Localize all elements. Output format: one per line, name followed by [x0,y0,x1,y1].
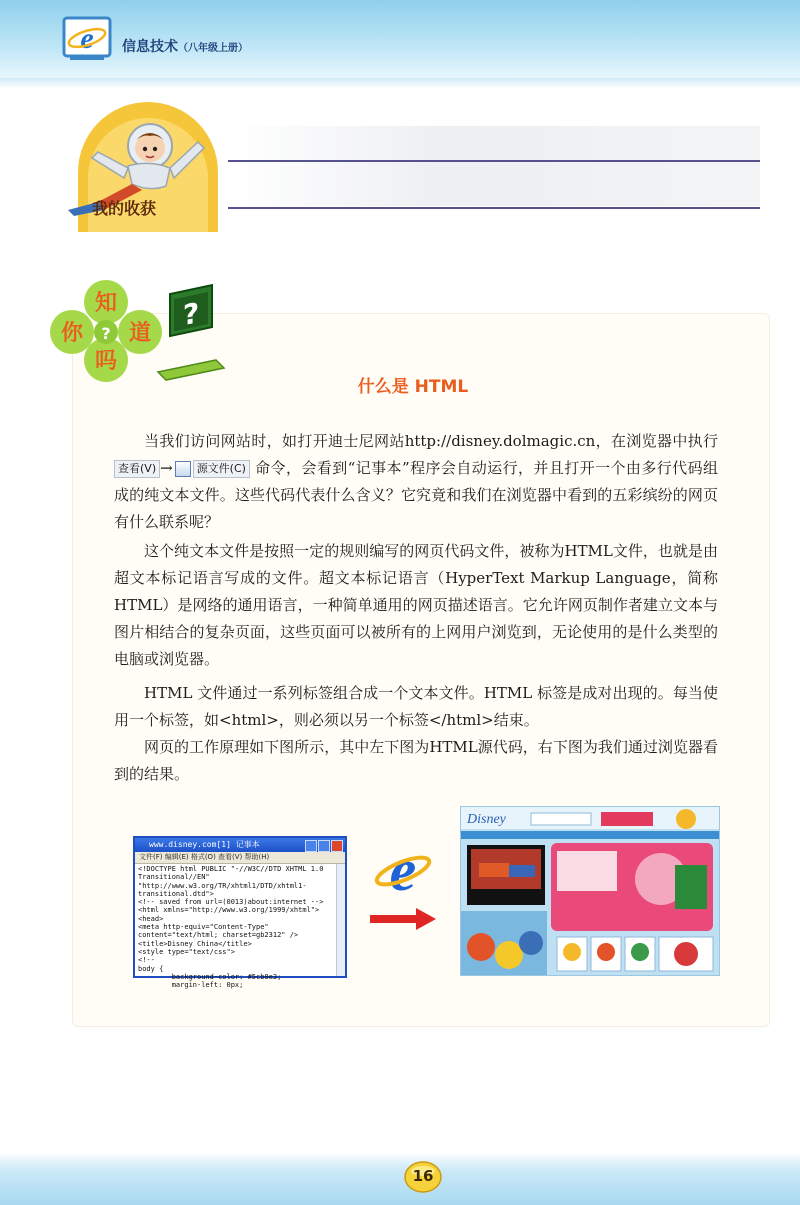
badge-char-ni: 你 [60,320,84,346]
badge-char-ma: 吗 [94,348,118,374]
paragraph-3-text: HTML 文件通过一系列标签组合成一个文本文件。HTML 标签是成对出现的。每当使用一个标签，如<html>，则必须以另一个标签</html>结束。 [114,684,718,729]
note-line [228,160,760,162]
section-title: 什么是 HTML [357,377,469,397]
paragraph-3 [114,680,718,734]
did-you-know-badge [48,276,228,386]
page-number: 16 [412,1167,434,1185]
close-icon [331,840,343,852]
maximize-icon [318,840,330,852]
svg-text:?: ? [182,296,200,333]
note-line [228,207,760,209]
menu-arrow: → [160,459,173,477]
notepad-title-text: www.disney.com[1] 记事本 [149,840,260,849]
svg-text:e: e [80,22,94,55]
svg-text:?: ? [101,324,111,343]
paragraph-2 [114,538,718,673]
scrollbar [336,864,345,976]
paragraph-1 [114,428,718,536]
badge-char-zhi: 知 [94,290,118,316]
book-subtitle: （八年级上册） [178,43,248,54]
ie-logo-icon [60,14,114,62]
source-file-icon [175,461,191,477]
internet-explorer-icon [372,837,434,903]
page-footer [0,1152,800,1205]
badge-char-dao: 道 [128,320,152,346]
menu-view-chip: 查看(V) [114,460,160,478]
page-header [0,0,800,78]
faint-background-band [230,126,760,206]
paragraph-2-text: 这个纯文本文件是按照一定的规则编写的网页代码文件，被称为HTML文件，也就是由超文本标记语言写成的文件。超文本标记语言（HyperText Markup Language，简称HTML）是网络的通用语言，一种简单通用的网页描述语言。它允许网页制作者建立文本与图片相结合的复杂页面，这些页面可以被所有的上网用户浏览到，无论使用的是什么类型的电脑或浏览器。 [114,542,718,668]
harvest-label: 我的收获 [92,199,157,218]
svg-text:Disney: Disney [467,812,506,827]
disney-webpage-screenshot [460,806,720,976]
header-divider [0,78,800,88]
svg-text:e: e [389,837,417,903]
window-controls [305,840,343,852]
book-title [122,36,248,56]
paragraph-1-part-a: 当我们访问网站时，如打开迪士尼网站http://disney.dolmagic.cn，在浏览器中执行 [144,432,718,450]
notepad-menu-bar: 文件(F) 编辑(E) 格式(O) 查看(V) 帮助(H) [135,852,345,864]
minimize-icon [305,840,317,852]
menu-source-chip: 源文件(C) [193,460,250,478]
paragraph-4-text: 网页的工作原理如下图所示，其中左下图为HTML源代码，右下图为我们通过浏览器看到的结果。 [114,738,718,783]
right-arrow-icon [368,906,438,932]
html-source-code: <!DOCTYPE html PUBLIC "-//W3C//DTD XHTML 1.0 Transitional//EN" "http://www.w3.org/TR/xhtml1/DTD/xhtml1- transitional.dtd"> <!-- saved from url=(0013)about:internet --> <html xmlns="http://www.w3.org/1999/xhtml"> <head> <meta http-equiv="Content-Type" content="text/html; charset=gb2312" /> <title>Disney China</title> <style type="text/css"> <!-- body { background-color: #5cb8e3; margin-left: 0px; [138,865,324,990]
book-title-text: 信息技术 [122,39,178,55]
paragraph-4 [114,734,718,788]
notepad-title-bar [135,838,345,852]
paragraph-1-part-b: 命令，会看到“记事本”程序会自动运行，并且打开一个由多行代码组成的纯文本文件。这些代码代表什么含义？它究竟和我们在浏览器中看到的五彩缤纷的网页有什么联系呢？ [114,459,718,531]
notepad-source-window [133,836,347,990]
